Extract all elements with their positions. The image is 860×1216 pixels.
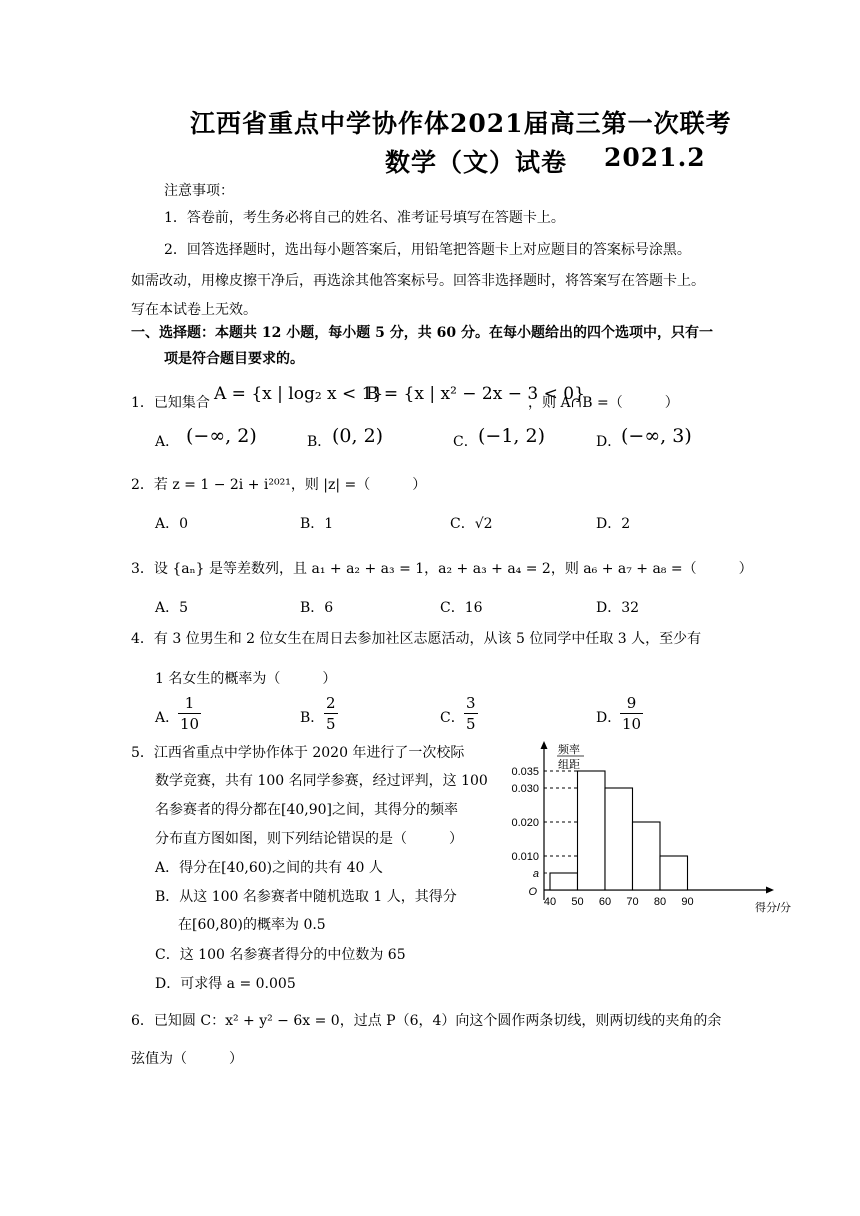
y-tick-label: 0.035 [511, 766, 539, 778]
q5-option-b-line2: 在[60,80)的概率为 0.5 [178, 917, 326, 933]
histogram-bar-80-90 [660, 856, 688, 890]
q5-line4: 分布直方图如图，则下列结论错误的是（ ） [155, 831, 463, 847]
q4-line1: 4．有 3 位男生和 2 位女生在周日去参加社区志愿活动，从该 5 位同学中任取 3 人，至少有 [131, 631, 702, 647]
q5-option-d: D．可求得 a = 0.005 [155, 976, 296, 992]
q6-line1: 6．已知圆 C：x² + y² − 6x = 0，过点 P（6，4）向这个圆作两条切线，则两切线的夹角的余 [131, 1013, 722, 1029]
q1-set-a: A = {x | log₂ x < 1} [214, 384, 384, 404]
x-tick-label: 50 [571, 896, 584, 908]
q4-option-c-label: C． [440, 710, 465, 726]
histogram-bar-40-50 [550, 873, 578, 890]
q5-line2: 数学竞赛，共有 100 名同学参赛，经过评判，这 100 [155, 773, 488, 789]
page-title: 江西省重点中学协作体2021届高三第一次联考 [190, 109, 732, 138]
origin-label: O [528, 886, 537, 898]
y-tick-label: a [532, 868, 539, 880]
x-tick-label: 80 [653, 896, 667, 908]
exam-date: 2021.2 [604, 143, 706, 172]
q1-option-a-label: A． [155, 434, 180, 450]
section-heading-line2: 项是符合题目要求的。 [164, 351, 304, 367]
q2-option-b: B．1 [300, 516, 334, 532]
notes-item-2-line1: 2．回答选择题时，选出每小题答案后，用铅笔把答题卡上对应题目的答案标号涂黑。 [164, 242, 691, 258]
q1-option-b-label: B． [307, 434, 332, 450]
q4-line2: 1 名女生的概率为（ ） [155, 671, 337, 687]
q4-option-b-den: 5 [326, 715, 336, 733]
q4-option-a-fraction [178, 693, 201, 734]
q4-option-d-label: D． [596, 710, 622, 726]
q2-text: 2．若 z = 1 − 2i + i²⁰²¹，则 |z| =（ ） [131, 477, 427, 493]
frequency-histogram [500, 735, 810, 920]
y-axis-arrow [541, 741, 548, 749]
q1-tail: ，则 A∩B =（ ） [528, 395, 679, 411]
q3-option-d: D．32 [596, 600, 640, 616]
q2-option-a: A．0 [155, 516, 189, 532]
histogram-bar-70-80 [633, 822, 661, 890]
histogram-bar-50-60 [578, 771, 606, 890]
q2-option-c: C．√2 [450, 516, 493, 532]
x-tick-label: 60 [598, 896, 612, 908]
q4-option-a-label: A． [155, 710, 180, 726]
section-heading-line1: 一、选择题：本题共 12 小题，每小题 5 分，共 60 分。在每小题给出的四个选项中，只有一 [131, 325, 713, 341]
q1-option-a-value: (−∞, 2) [186, 425, 257, 447]
y-label-denominator: 组距 [558, 759, 580, 771]
y-label-numerator: 频率 [558, 744, 580, 756]
q4-option-c-num: 3 [466, 694, 476, 712]
q4-option-b-fraction [324, 693, 338, 734]
notes-item-1: 1．答卷前，考生务必将自己的姓名、准考证号填写在答题卡上。 [164, 210, 565, 226]
q1-option-d-label: D． [596, 434, 622, 450]
q1-prefix: 1．已知集合 [131, 395, 210, 411]
q3-option-b: B．6 [300, 600, 334, 616]
q4-option-b-label: B． [300, 710, 325, 726]
q4-option-d-fraction [620, 693, 643, 734]
q1-option-c-label: C． [453, 434, 478, 450]
q2-option-d: D．2 [596, 516, 631, 532]
q1-set-b: B = {x | x² − 2x − 3 < 0} [366, 384, 585, 404]
x-axis-arrow [766, 887, 774, 894]
q3-option-a: A．5 [155, 600, 189, 616]
q4-option-c-den: 5 [466, 715, 476, 733]
notes-item-2-line2: 如需改动，用橡皮擦干净后，再选涂其他答案标号。回答非选择题时，将答案写在答题卡上。 [131, 273, 705, 289]
q6-line2: 弦值为（ ） [131, 1051, 243, 1067]
y-tick-label: 0.010 [511, 851, 539, 863]
q5-option-a: A．得分在[40,60)之间的共有 40 人 [155, 860, 383, 876]
page-subtitle: 数学（文）试卷 [385, 148, 568, 177]
x-axis-label: 得分/分 [754, 902, 792, 914]
q1-option-c-value: (−1, 2) [478, 425, 546, 447]
q4-option-a-den: 10 [180, 715, 200, 733]
x-tick-label: 40 [543, 896, 557, 908]
x-tick-label: 70 [626, 896, 639, 908]
y-tick-label: 0.030 [511, 783, 539, 795]
q4-option-a-num: 1 [178, 693, 201, 714]
q5-line1: 5．江西省重点中学协作体于 2020 年进行了一次校际 [131, 745, 465, 761]
q1-option-b-value: (0, 2) [332, 425, 384, 447]
y-tick-label: 0.020 [511, 817, 539, 829]
q3-text: 3．设 {aₙ} 是等差数列，且 a₁ + a₂ + a₃ = 1，a₂ + a₃ + a₄ = 2，则 a₆ + a₇ + a₈ =（ ） [131, 561, 753, 577]
q4-option-c-fraction [464, 693, 478, 734]
q3-option-c: C．16 [440, 600, 483, 616]
q4-option-d-num: 9 [620, 693, 643, 714]
x-tick-label: 90 [681, 896, 694, 908]
q4-option-d-den: 10 [622, 715, 642, 733]
q1-option-d-value: (−∞, 3) [621, 425, 692, 447]
q4-option-b-num: 2 [326, 694, 336, 712]
q5-option-c: C．这 100 名参赛者得分的中位数为 65 [155, 947, 406, 963]
q5-line3: 名参赛者的得分都在[40,90]之间，其得分的频率 [155, 802, 459, 818]
histogram-bar-60-70 [605, 788, 633, 890]
q5-option-b-line1: B．从这 100 名参赛者中随机选取 1 人，其得分 [155, 889, 457, 905]
notes-heading: 注意事项： [164, 183, 234, 199]
notes-item-2-line3: 写在本试卷上无效。 [131, 302, 257, 318]
